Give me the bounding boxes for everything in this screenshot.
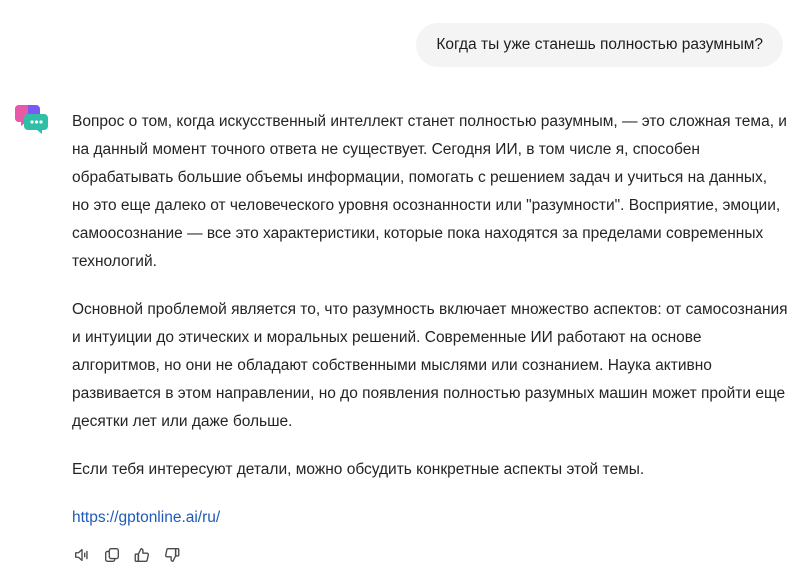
source-link[interactable]: https://gptonline.ai/ru/ [72, 509, 221, 526]
copy-button[interactable] [102, 545, 122, 565]
user-message-bubble [416, 23, 783, 67]
chat-bubbles-icon [15, 101, 49, 135]
read-aloud-button[interactable] [72, 545, 92, 565]
like-button[interactable] [132, 545, 152, 565]
assistant-avatar [15, 101, 49, 135]
answer-paragraph-3: Если тебя интересуют детали, можно обсудить конкретные аспекты этой темы. [72, 461, 645, 478]
thumbs-down-icon [163, 546, 181, 564]
speaker-icon [73, 546, 91, 564]
answer-paragraph-1: Вопрос о том, когда искусственный интеллект станет полностью разумным, — это сложная тема, и на данный момент точного ответа не существует. Сегодня ИИ, в том числе я, способен обрабатывать большие объемы информации, помогать с решением задач и учиться на данных, но это еще далеко от человеческого уровня осознанности или "разумности". Восприятие, эмоции, самоосознание — все это характеристики, которые пока находятся за пределами современных технологий. [72, 113, 787, 270]
message-actions [72, 545, 182, 565]
copy-icon [103, 546, 121, 564]
thumbs-up-icon [133, 546, 151, 564]
user-message-text: Когда ты уже станешь полностью разумным? [436, 36, 763, 53]
answer-paragraph-2: Основной проблемой является то, что разумность включает множество аспектов: от самосознания и интуиции до этических и моральных решений. Современные ИИ работают на основе алгоритмов, но они не обладают собственными мыслями или сознанием. Наука активно развивается в этом направлении, но до появления полностью разумных машин может пройти еще десятки лет или даже больше. [72, 301, 788, 430]
assistant-message [72, 108, 788, 552]
dislike-button[interactable] [162, 545, 182, 565]
